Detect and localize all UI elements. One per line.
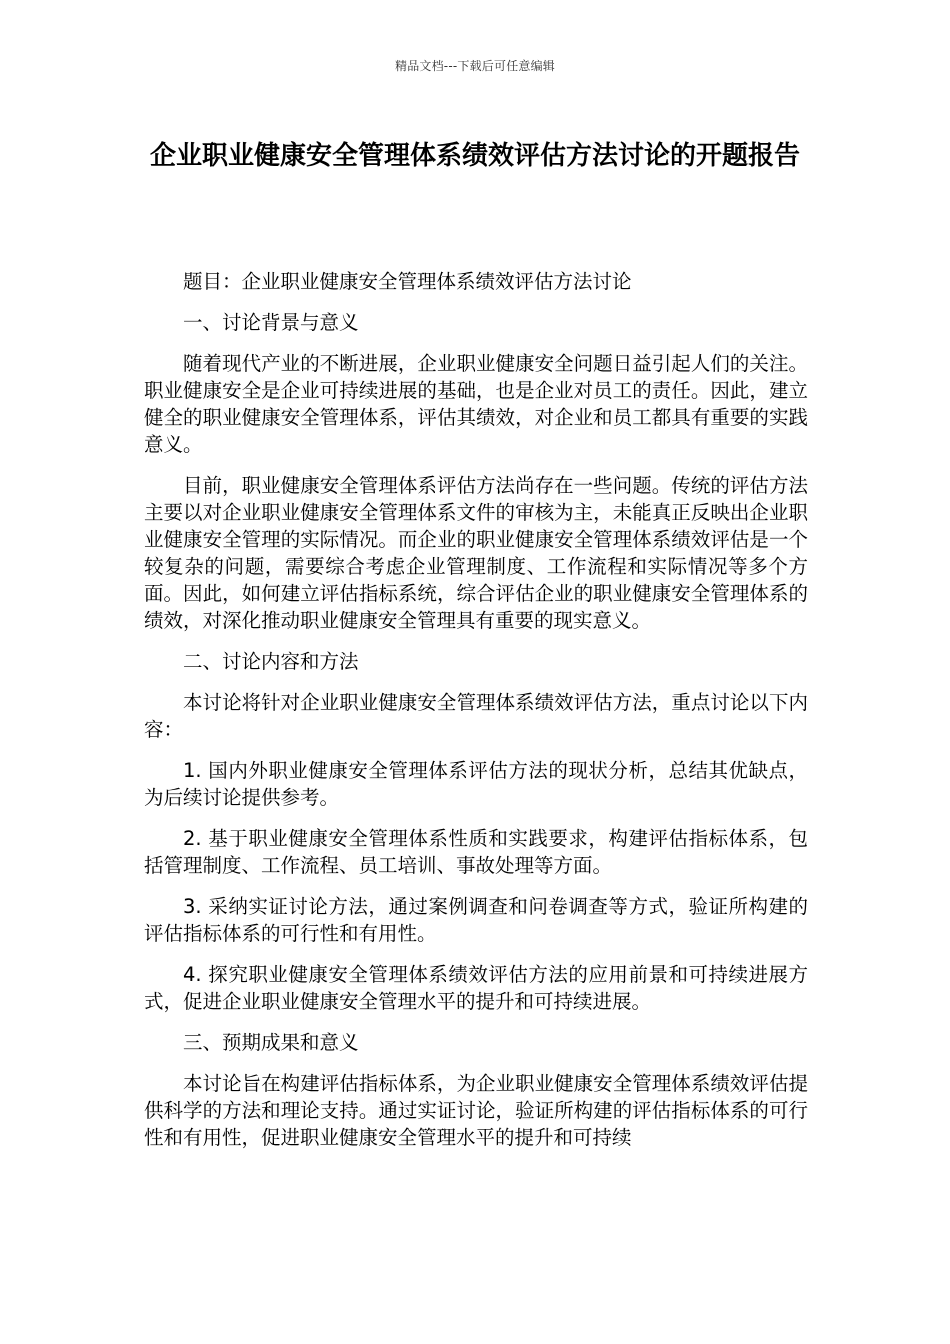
paragraph-background-1: 随着现代产业的不断进展，企业职业健康安全问题日益引起人们的关注。职业健康安全是企业可持续进展的基础，也是企业对员工的责任。因此，建立健全的职业健康安全管理体系，评估其绩效，对企业和员工都具有重要的实践意义。 — [144, 352, 808, 456]
section-heading-outcomes: 三、预期成果和意义 — [183, 1031, 359, 1054]
paragraph-content-intro: 本讨论将针对企业职业健康安全管理体系绩效评估方法，重点讨论以下内容： — [144, 691, 808, 741]
header-note: 精品文档---下载后可任意编辑 — [395, 59, 555, 73]
list-item-4: 4. 探究职业健康安全管理体系绩效评估方法的应用前景和可持续进展方式，促进企业职业健康安全管理水平的提升和可持续进展。 — [144, 963, 808, 1013]
paragraph-outcomes: 本讨论旨在构建评估指标体系，为企业职业健康安全管理体系绩效评估提供科学的方法和理论支持。通过实证讨论，验证所构建的评估指标体系的可行性和有用性，促进职业健康安全管理水平的提升和可持续 — [144, 1072, 808, 1149]
section-heading-content-methods: 二、讨论内容和方法 — [183, 650, 359, 673]
section-heading-background: 一、讨论背景与意义 — [183, 311, 359, 334]
paragraph-background-2: 目前，职业健康安全管理体系评估方法尚存在一些问题。传统的评估方法主要以对企业职业健康安全管理体系文件的审核为主，未能真正反映出企业职业健康安全管理的实际情况。而企业的职业健康安全管理体系绩效评估是一个较复杂的问题，需要综合考虑企业管理制度、工作流程和实际情况等多个方面。因此，如何建立评估指标系统，综合评估企业的职业健康安全管理体系的绩效，对深化推动职业健康安全管理具有重要的现实意义。 — [144, 474, 808, 632]
topic-line: 题目：企业职业健康安全管理体系绩效评估方法讨论 — [183, 270, 632, 293]
list-item-1: 1. 国内外职业健康安全管理体系评估方法的现状分析，总结其优缺点，为后续讨论提供参考。 — [144, 759, 808, 809]
list-item-2: 2. 基于职业健康安全管理体系性质和实践要求，构建评估指标体系，包括管理制度、工作流程、员工培训、事故处理等方面。 — [144, 827, 808, 877]
document-title: 企业职业健康安全管理体系绩效评估方法讨论的开题报告 — [149, 141, 800, 171]
list-item-3: 3. 采纳实证讨论方法，通过案例调查和问卷调查等方式，验证所构建的评估指标体系的可行性和有用性。 — [144, 895, 808, 945]
document-body — [144, 268, 808, 1165]
